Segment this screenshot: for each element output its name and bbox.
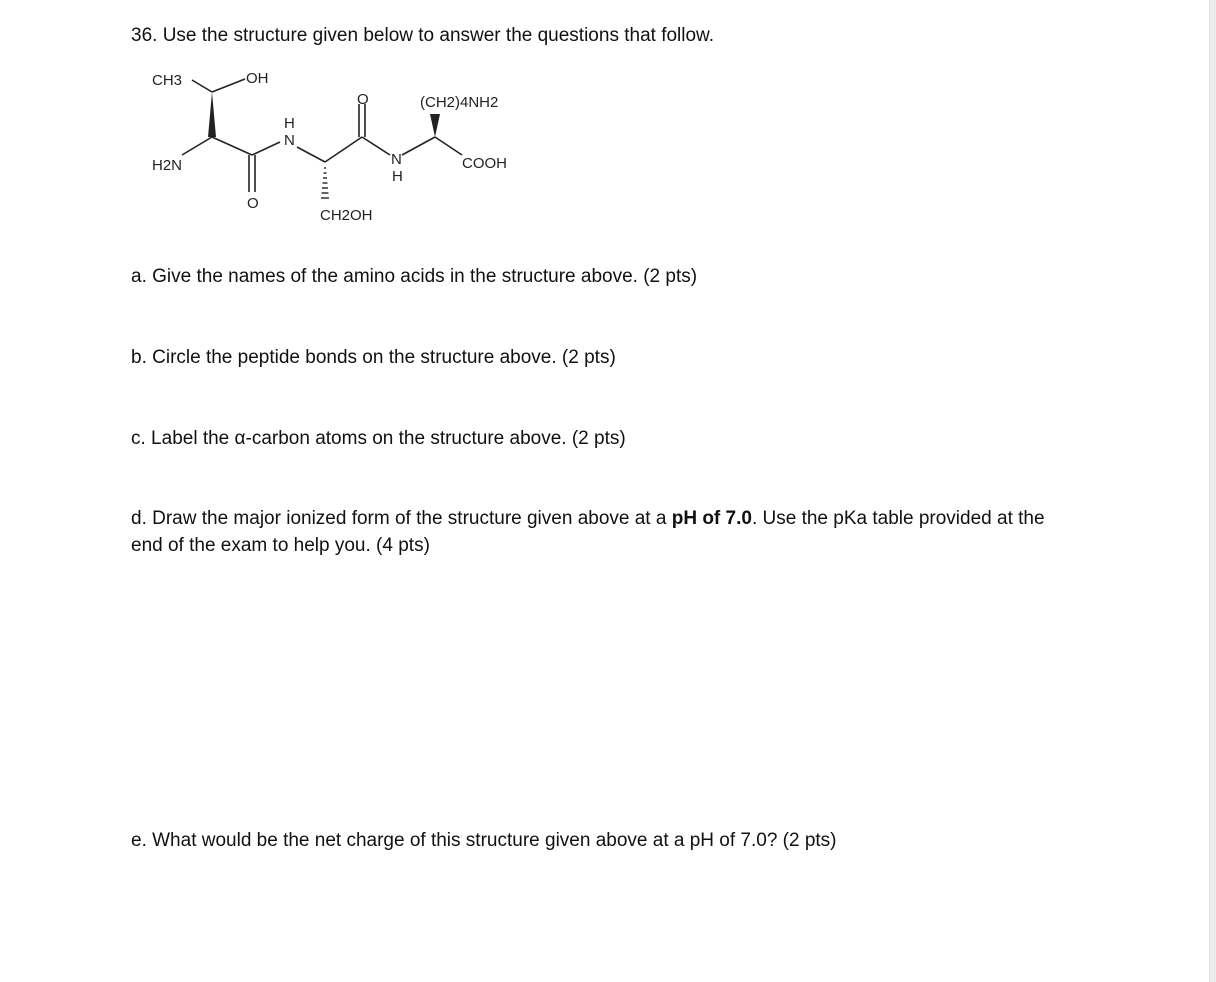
amide-hydrogen-2-label: H	[392, 168, 403, 185]
tripeptide-structure-drawing	[140, 62, 540, 230]
amide-hydrogen-1-label: H	[284, 115, 295, 132]
question-title: 36. Use the structure given below to answer the questions that follow.	[131, 25, 714, 46]
hydroxymethyl-label: CH2OH	[320, 207, 373, 224]
tripeptide-structure	[140, 62, 540, 230]
page-scroll-edge	[1209, 0, 1216, 982]
part-d-text-start: d. Draw the major ionized form of the structure given above at a	[131, 508, 672, 529]
part-d-text-end: . Use the pKa table provided at the end of the exam to help you. (4 pts)	[131, 508, 1045, 556]
hashed-wedge	[321, 168, 329, 198]
ch3-label: CH3	[152, 72, 183, 89]
hydroxyl-label: OH	[246, 70, 269, 87]
carboxyl-label: COOH	[462, 155, 507, 172]
question-part-d	[131, 505, 1071, 559]
lysine-side-chain-label: (CH2)4NH2	[420, 94, 499, 111]
amino-terminus-label: H2N	[152, 157, 183, 174]
question-part-c: c. Label the α-carbon atoms on the structure above. (2 pts)	[131, 428, 626, 449]
amide-nitrogen-1-label: N	[284, 132, 295, 149]
amide-nitrogen-2-label: N	[391, 151, 402, 168]
part-d-ph-emphasis: pH of 7.0	[671, 508, 752, 529]
carbonyl-oxygen-2-label: O	[357, 91, 369, 108]
question-part-e: e. What would be the net charge of this structure given above at a pH of 7.0? (2 pts)	[131, 830, 837, 851]
carbonyl-oxygen-1-label: O	[247, 195, 259, 212]
question-part-a: a. Give the names of the amino acids in the structure above. (2 pts)	[131, 266, 698, 287]
question-part-b: b. Circle the peptide bonds on the structure above. (2 pts)	[131, 347, 616, 368]
